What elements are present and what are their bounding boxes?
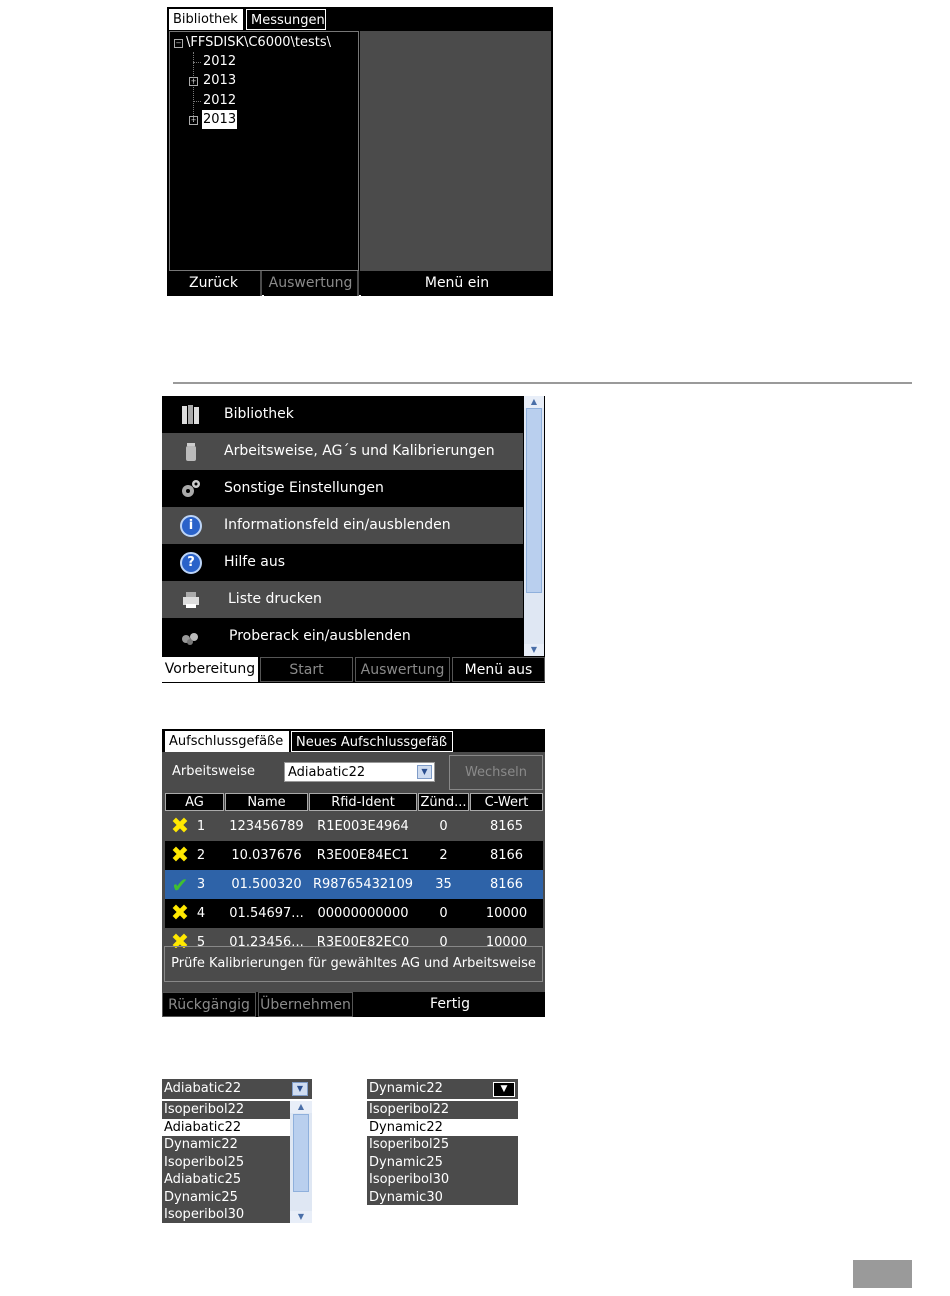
scroll-up-icon[interactable]: ▲ xyxy=(524,396,544,408)
dropdown-option[interactable]: Adiabatic25 xyxy=(164,1172,242,1187)
cell-zuend: 0 xyxy=(439,906,448,921)
cell-cwert: 10000 xyxy=(485,906,528,921)
menu-item-label: Liste drucken xyxy=(228,591,322,607)
menu-item-label: Hilfe aus xyxy=(224,554,286,570)
help-icon: ? xyxy=(180,552,202,574)
scroll-thumb[interactable] xyxy=(293,1114,309,1192)
dropdown-option[interactable]: Isoperibol25 xyxy=(164,1154,245,1170)
menu-item-rack[interactable] xyxy=(162,618,523,655)
cell-name: 01.23456... xyxy=(229,935,304,948)
scroll-down-icon[interactable]: ▼ xyxy=(290,1211,312,1223)
info-icon: i xyxy=(180,515,202,537)
dropdown-option[interactable]: Isoperibol22 xyxy=(164,1102,245,1117)
back-button[interactable]: Zurück xyxy=(167,271,262,296)
expand-icon[interactable]: + xyxy=(190,77,197,85)
menu-item-label: Bibliothek xyxy=(224,406,294,422)
menu-item-print[interactable] xyxy=(162,581,523,618)
scroll-up-icon[interactable]: ▲ xyxy=(290,1101,312,1113)
chevron-down-icon[interactable]: ▼ xyxy=(292,1082,308,1096)
gears-icon xyxy=(180,478,202,500)
menu-item-info[interactable] xyxy=(162,507,523,544)
dropdown-option[interactable]: Dynamic22 xyxy=(164,1137,238,1152)
cell-ag: 4 xyxy=(196,906,206,921)
dropdown-option[interactable]: Isoperibol25 xyxy=(369,1137,450,1152)
start-button[interactable]: Start xyxy=(260,657,353,682)
menu-scrollbar[interactable] xyxy=(524,396,544,656)
preview-pane xyxy=(360,31,551,271)
menu-panel xyxy=(162,396,545,683)
mode-label: Arbeitsweise xyxy=(172,764,255,779)
cell-cwert: 8166 xyxy=(489,877,524,892)
mode-select-value: Adiabatic22 xyxy=(288,765,366,780)
cross-icon: ✖ xyxy=(170,843,190,868)
cell-rfid: R3E00E82EC0 xyxy=(316,935,410,948)
undo-button[interactable]: Rückgängig xyxy=(162,992,256,1017)
tab-messungen[interactable]: Messungen xyxy=(246,9,326,30)
dropdown-option-selected[interactable]: Adiabatic22 xyxy=(162,1119,290,1137)
dropdown-option[interactable]: Isoperibol30 xyxy=(369,1172,450,1187)
cell-cwert: 10000 xyxy=(485,935,528,948)
menu-item-help[interactable] xyxy=(162,544,523,581)
dropdown-selected[interactable] xyxy=(162,1079,312,1099)
menu-on-button[interactable]: Menü ein xyxy=(361,271,553,296)
column-header-name[interactable]: Name xyxy=(225,793,308,811)
cell-rfid: R1E003E4964 xyxy=(317,819,409,834)
mode-select[interactable] xyxy=(284,762,435,782)
cell-ag: 5 xyxy=(196,935,206,948)
cell-rfid: 00000000000 xyxy=(317,906,409,921)
cell-zuend: 2 xyxy=(439,848,448,863)
cell-zuend: 0 xyxy=(439,819,448,834)
scroll-thumb[interactable] xyxy=(526,408,542,593)
library-panel xyxy=(167,7,553,295)
cross-icon: ✖ xyxy=(170,814,190,839)
menu-button-bar xyxy=(162,657,545,682)
apply-button[interactable]: Übernehmen xyxy=(258,992,353,1017)
menu-item-settings[interactable] xyxy=(162,470,523,507)
books-icon xyxy=(180,404,202,426)
cell-name: 01.500320 xyxy=(231,877,302,892)
rack-icon xyxy=(180,626,202,648)
tree-node-2012[interactable]: 2012 xyxy=(203,93,237,108)
table-row[interactable] xyxy=(165,899,543,928)
dropdown-option[interactable]: Dynamic25 xyxy=(164,1189,238,1205)
column-header-rfid[interactable]: Rfid-Ident xyxy=(309,793,417,811)
library-tabs xyxy=(167,7,553,31)
dropdown-selected-value: Dynamic22 xyxy=(369,1081,443,1096)
cell-ag: 1 xyxy=(196,819,206,834)
done-button[interactable]: Fertig xyxy=(355,992,545,1017)
printer-icon xyxy=(180,589,202,611)
chevron-down-icon[interactable]: ▼ xyxy=(493,1082,515,1097)
cell-ag: 3 xyxy=(196,877,206,892)
tab-new-vessel[interactable]: Neues Aufschlussgefäß xyxy=(291,731,453,752)
vessels-body xyxy=(162,752,545,992)
table-row-selected[interactable] xyxy=(165,870,543,899)
dropdown-selected-value: Adiabatic22 xyxy=(164,1081,242,1096)
folder-tree[interactable] xyxy=(169,31,359,271)
cross-icon: ✖ xyxy=(170,901,190,926)
cell-name: 01.54697... xyxy=(229,906,304,921)
table-row[interactable] xyxy=(165,812,543,841)
mode-dropdown-open[interactable] xyxy=(162,1079,312,1223)
vessels-panel xyxy=(162,729,545,1017)
dropdown-options xyxy=(162,1101,290,1223)
dropdown-scrollbar[interactable] xyxy=(290,1101,312,1223)
menu-off-button[interactable]: Menü aus xyxy=(452,657,545,682)
expand-icon[interactable]: + xyxy=(190,116,197,124)
dropdown-option[interactable]: Dynamic30 xyxy=(369,1189,443,1205)
cell-rfid: R98765432109 xyxy=(312,877,413,892)
cross-icon: ✖ xyxy=(170,930,190,948)
cell-cwert: 8165 xyxy=(489,819,524,834)
dropdown-option[interactable]: Isoperibol30 xyxy=(164,1207,245,1222)
menu-item-arbeitsweise[interactable] xyxy=(162,433,523,470)
tree-root[interactable]: \FFSDISK\C6000\tests\ xyxy=(186,35,332,50)
cell-rfid: R3E00E84EC1 xyxy=(316,848,410,863)
dropdown-option[interactable]: Dynamic25 xyxy=(369,1154,443,1170)
menu-item-label: Proberack ein/ausblenden xyxy=(229,628,411,644)
cell-zuend: 0 xyxy=(439,935,448,948)
cell-cwert: 8166 xyxy=(489,848,524,863)
tab-vessels[interactable]: Aufschlussgefäße xyxy=(165,731,289,752)
scroll-down-icon[interactable]: ▼ xyxy=(524,644,544,656)
menu-item-bibliothek[interactable] xyxy=(162,396,523,433)
cell-zuend: 35 xyxy=(435,877,452,892)
collapse-icon[interactable]: − xyxy=(175,39,182,47)
tree-node-2013[interactable]: 2013 xyxy=(203,73,237,88)
tree-node-2012[interactable]: 2012 xyxy=(203,54,237,69)
mode-dropdown-open-alt[interactable] xyxy=(367,1079,518,1205)
column-header-ag[interactable]: AG xyxy=(165,793,224,811)
library-button-bar xyxy=(167,271,553,296)
tab-bibliothek[interactable]: Bibliothek xyxy=(169,9,243,30)
evaluation-button[interactable]: Auswertung xyxy=(264,271,359,296)
change-button[interactable]: Wechseln xyxy=(449,755,543,790)
menu-item-label: Sonstige Einstellungen xyxy=(224,480,384,496)
dropdown-option[interactable]: Isoperibol22 xyxy=(369,1102,450,1117)
checkmark-icon: ✔ xyxy=(171,873,189,897)
menu-item-label: Informationsfeld ein/ausblenden xyxy=(224,517,451,533)
dropdown-options xyxy=(367,1101,518,1205)
table-row[interactable] xyxy=(165,928,543,948)
separator-line xyxy=(173,382,912,384)
cell-ag: 2 xyxy=(196,848,206,863)
cell-name: 123456789 xyxy=(229,819,304,834)
preparation-button[interactable]: Vorbereitung xyxy=(162,657,258,682)
vessel-icon xyxy=(180,441,202,463)
cell-name: 10.037676 xyxy=(231,848,302,863)
page-number-box xyxy=(853,1260,912,1288)
table-row[interactable] xyxy=(165,841,543,870)
menu-item-label: Arbeitsweise, AG´s und Kalibrierungen xyxy=(224,443,495,459)
vessels-button-bar xyxy=(162,992,545,1017)
tree-node-2013-selected[interactable]: 2013 xyxy=(203,112,237,127)
dropdown-option-selected[interactable]: Dynamic22 xyxy=(367,1119,518,1137)
evaluation-button[interactable]: Auswertung xyxy=(355,657,450,682)
column-header-cwert[interactable]: C-Wert xyxy=(470,793,543,811)
check-calibrations-button[interactable]: Prüfe Kalibrierungen für gewähltes AG und Arbeitsweise xyxy=(164,946,543,982)
chevron-down-icon[interactable]: ▼ xyxy=(417,765,432,779)
column-header-zuend[interactable]: Zünd... xyxy=(418,793,469,811)
